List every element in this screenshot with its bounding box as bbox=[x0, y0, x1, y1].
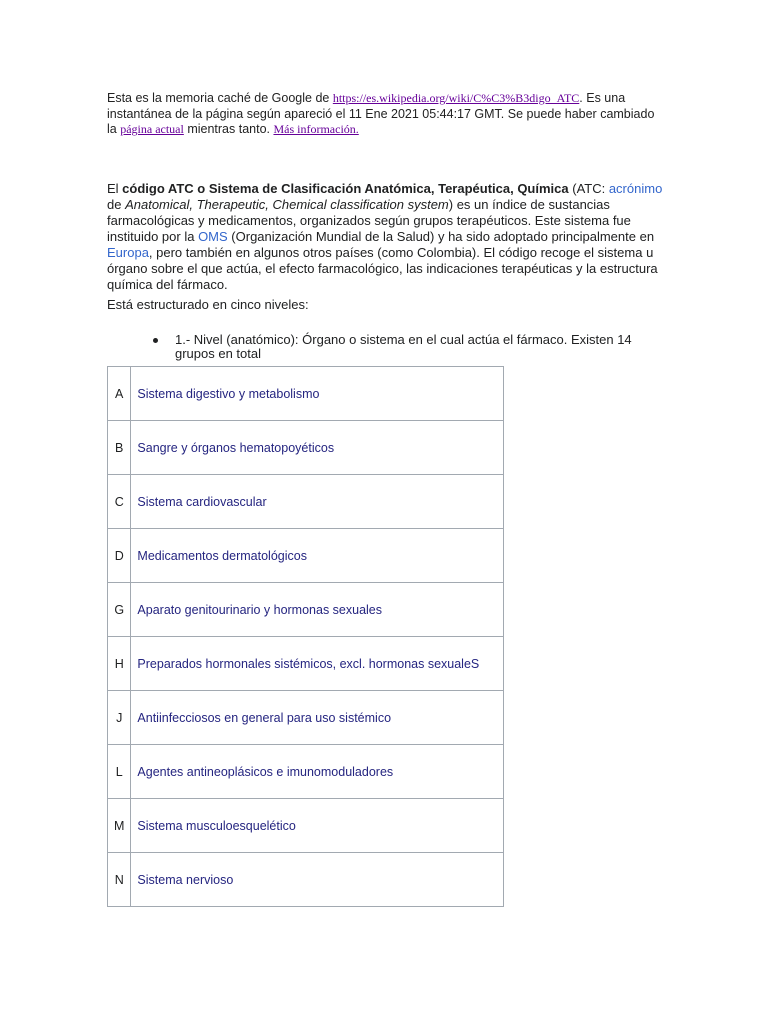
atc-group-name-cell: Medicamentos dermatológicos bbox=[131, 529, 504, 583]
atc-code-cell: G bbox=[108, 583, 131, 637]
table-row bbox=[108, 367, 504, 421]
intro-text: ) es un índice de sustancias farmacológicas y medicamentos, organizados según grupos terapéuticos. Este sistema fue instituido por la bbox=[107, 197, 631, 244]
table-row bbox=[108, 853, 504, 907]
table-row bbox=[108, 529, 504, 583]
intro-italic-term: Anatomical, Therapeutic, Chemical classification system bbox=[125, 197, 449, 212]
table-row bbox=[108, 745, 504, 799]
oms-link[interactable]: OMS bbox=[198, 229, 228, 244]
atc-code-cell: H bbox=[108, 637, 131, 691]
levels-intro: Está estructurado en cinco niveles: bbox=[107, 297, 309, 312]
europa-link[interactable]: Europa bbox=[107, 245, 149, 260]
atc-code-cell: J bbox=[108, 691, 131, 745]
table-row bbox=[108, 691, 504, 745]
cache-notice bbox=[107, 91, 667, 138]
table-row bbox=[108, 421, 504, 475]
atc-groups-table bbox=[107, 366, 504, 907]
table-row bbox=[108, 583, 504, 637]
atc-group-name-cell: Antiinfecciosos en general para uso sistémico bbox=[131, 691, 504, 745]
cache-notice-text: mientras tanto. bbox=[183, 122, 274, 136]
atc-code-cell: A bbox=[108, 367, 131, 421]
intro-text: de bbox=[107, 197, 126, 212]
cached-url-link[interactable]: https://es.wikipedia.org/wiki/C%C3%B3digo_ATC bbox=[332, 91, 580, 105]
acronimo-link[interactable]: acrónimo bbox=[608, 181, 663, 196]
atc-group-name-cell: Sistema musculoesquelético bbox=[131, 799, 504, 853]
atc-group-name-cell: Agentes antineoplásicos e imunomoduladores bbox=[131, 745, 504, 799]
atc-group-name-cell: Sistema cardiovascular bbox=[131, 475, 504, 529]
intro-text: (Organización Mundial de la Salud) y ha sido adoptado principalmente en bbox=[227, 229, 655, 244]
atc-code-cell: M bbox=[108, 799, 131, 853]
intro-text: (ATC: bbox=[568, 181, 609, 196]
current-page-link[interactable]: página actual bbox=[120, 122, 184, 136]
cache-notice-text: Esta es la memoria caché de Google de bbox=[107, 91, 333, 105]
intro-bold-term: código ATC o Sistema de Clasificación Anatómica, Terapéutica, Química bbox=[122, 181, 569, 196]
atc-group-name-cell: Preparados hormonales sistémicos, excl. hormonas sexualeS bbox=[131, 637, 504, 691]
atc-code-cell: B bbox=[108, 421, 131, 475]
more-info-link[interactable]: Más información. bbox=[273, 122, 359, 136]
intro-paragraph bbox=[107, 181, 667, 293]
level-1-item: 1.- Nivel (anatómico): Órgano o sistema en el cual actúa el fármaco. Existen 14 grupos en total bbox=[151, 333, 671, 361]
article-body bbox=[107, 181, 667, 361]
table-row bbox=[108, 799, 504, 853]
table-row bbox=[108, 637, 504, 691]
cache-notice-text: . Es una instantánea de la página según apareció el 11 Ene 2021 05:44:17 GMT. Se puede haber cambiado la bbox=[107, 91, 655, 136]
table-row bbox=[108, 475, 504, 529]
atc-code-cell: N bbox=[108, 853, 131, 907]
intro-text: , pero también en algunos otros países (como Colombia). El código recoge el sistema u órgano sobre el que actúa, el efecto farmacológico, las indicaciones terapéuticas y la estructura química del fármaco. bbox=[107, 245, 658, 292]
intro-text: El bbox=[107, 181, 123, 196]
atc-group-name-cell: Sangre y órganos hematopoyéticos bbox=[131, 421, 504, 475]
atc-group-name-cell: Sistema nervioso bbox=[131, 853, 504, 907]
atc-code-cell: C bbox=[108, 475, 131, 529]
levels-list bbox=[151, 333, 671, 361]
atc-group-name-cell: Sistema digestivo y metabolismo bbox=[131, 367, 504, 421]
atc-group-name-cell: Aparato genitourinario y hormonas sexuales bbox=[131, 583, 504, 637]
atc-code-cell: D bbox=[108, 529, 131, 583]
atc-code-cell: L bbox=[108, 745, 131, 799]
